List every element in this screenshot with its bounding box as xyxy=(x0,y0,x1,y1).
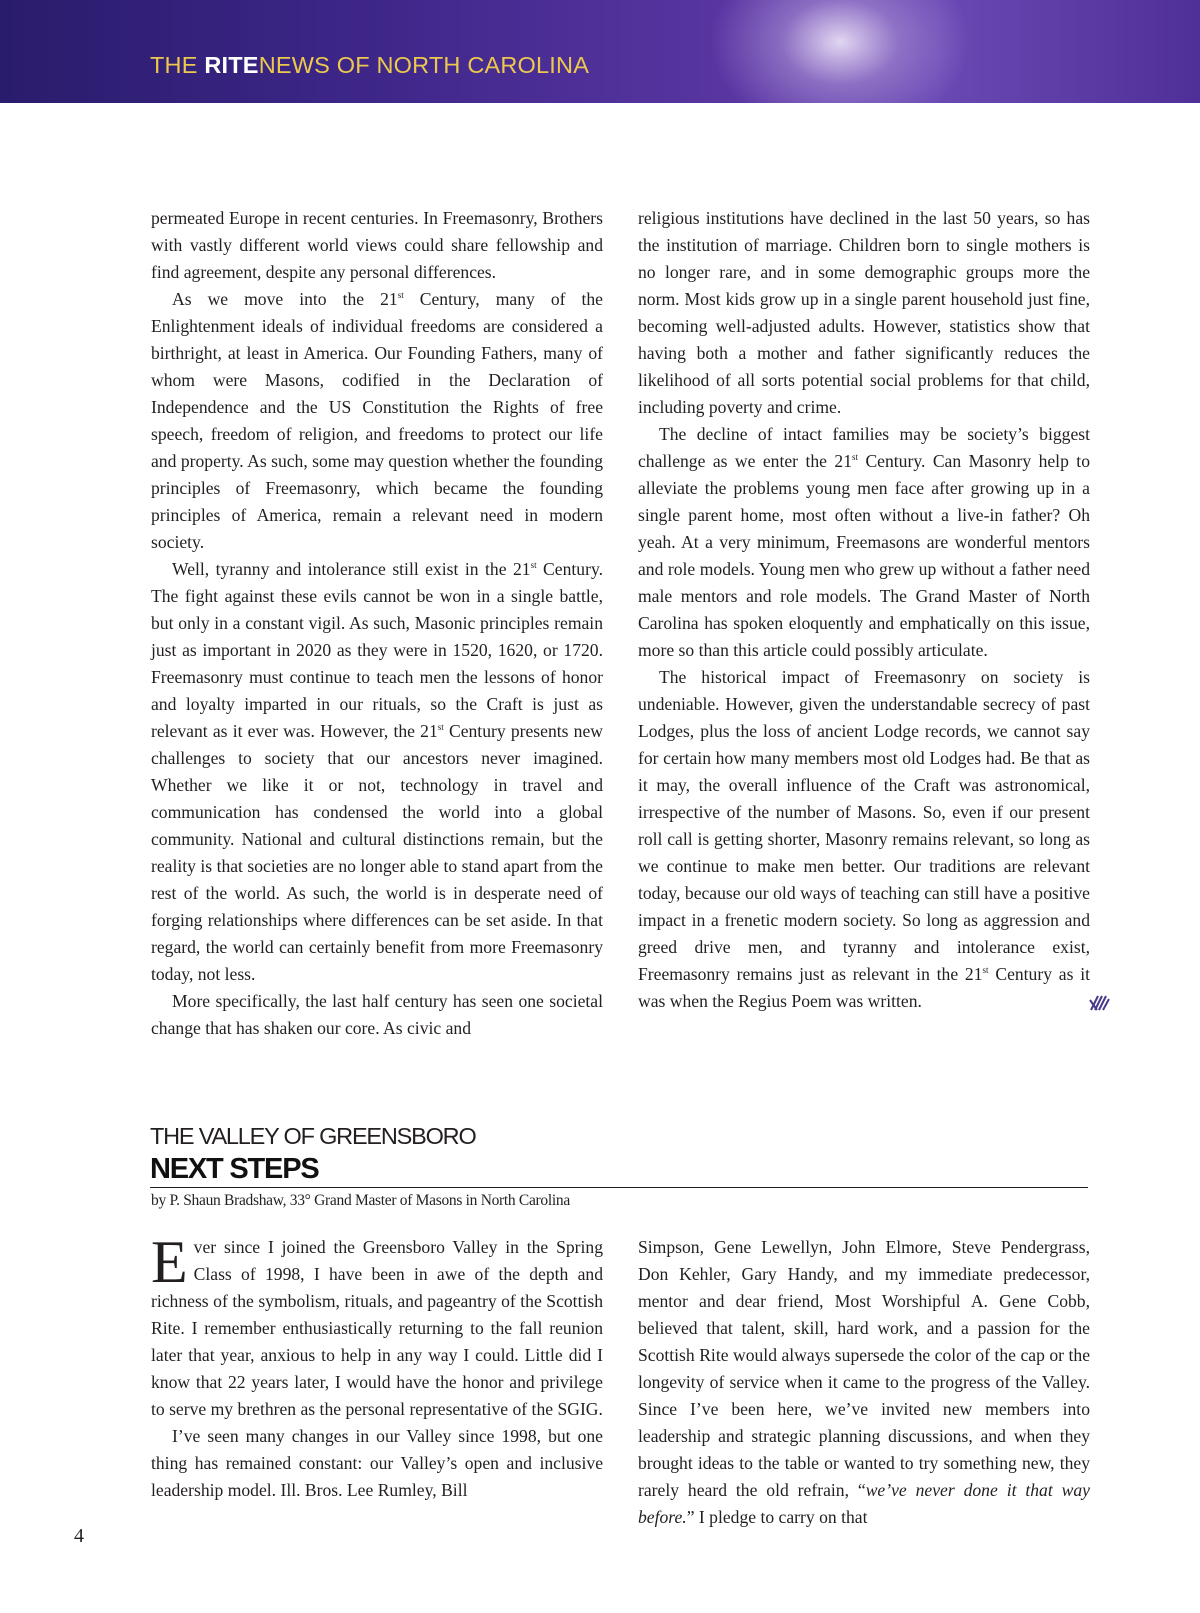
article2-column-right xyxy=(638,1234,1090,1531)
byline: by P. Shaun Bradshaw, 33° Grand Master of Masons in North Carolina xyxy=(151,1192,570,1209)
paragraph: Well, tyranny and intolerance still exist in the 21st Century. The fight against these evils cannot be won in a single battle, but only in a constant vigil. As such, Masonic principles remain just as important in 2020 as they were in 1520, 1620, or 1720. Freemasonry must continue to teach men the lessons of honor and loyalty imparted in our rituals, so the Craft is just as relevant as it ever was. However, the 21st Century presents new challenges to society that our ancestors never imagined. Whether we like it or not, technology in travel and communication has condensed the world into a global community. National and cultural distinctions remain, but the reality is that societies are no longer able to stand apart from the rest of the world. As such, the world is in desperate need of forging relationships where differences can be set aside. In that regard, the world can certainly benefit from more Freemasonry today, not less. xyxy=(151,559,603,984)
paragraph: More specifically, the last half century has seen one societal change that has shaken our core. As civic and xyxy=(151,991,603,1038)
drop-cap: E xyxy=(151,1229,188,1295)
header-banner xyxy=(0,0,1200,103)
paragraph: As we move into the 21st Century, many of the Enlightenment ideals of individual freedoms are considered a birthright, at least in America. Our Founding Fathers, many of whom were Masons, codified in the Declaration of Independence and the US Constitution the Rights of free speech, freedom of religion, and freedoms to protect our life and property. As such, some may question whether the founding principles of Freemasonry, which became the founding principles of America, remain a relevant need in modern society. xyxy=(151,289,603,552)
section-kicker: THE VALLEY OF GREENSBORO xyxy=(150,1123,476,1149)
title-post: NEWS OF NORTH CAROLINA xyxy=(258,52,590,78)
article1-column-left xyxy=(151,205,603,1042)
title-divider xyxy=(150,1187,1088,1188)
article2-column-left xyxy=(151,1229,603,1504)
page-number: 4 xyxy=(74,1525,84,1547)
scottish-rite-end-mark-icon xyxy=(1068,992,1090,1012)
paragraph: The decline of intact families may be society’s biggest challenge as we enter the 21st Century. Can Masonry help to alleviate the problems young men face after growing up in a single parent home, most often without a live-in father? Oh yeah. At a very minimum, Freemasons are wonderful mentors and role models. Young men who grew up without a father need male mentors and role models. The Grand Master of North Carolina has spoken eloquently and emphatically on this issue, more so than this article could possibly articulate. xyxy=(638,424,1090,660)
paragraph: The historical impact of Freemasonry on society is undeniable. However, given the understandable secrecy of past Lodges, plus the loss of ancient Lodge records, we cannot say for certain how many members most old Lodges had. Be that as it may, the overall influence of the Craft was astronomical, irrespective of the number of Masons. So, even if our present roll call is getting shorter, Masonry remains relevant, so long as we continue to make men better. Our traditions are relevant today, because our old ways of teaching can still have a positive impact in a frenetic modern society. So long as aggression and greed drive men, and tyranny and intolerance exist, Freemasonry remains just as relevant in the 21st Century as it was when the Regius Poem was written. xyxy=(638,664,1090,1015)
paragraph: religious institutions have declined in the last 50 years, so has the institution of marriage. Children born to single mothers is no longer rare, and in some demographic groups more the norm. Most kids grow up in a single parent household just fine, becoming well-adjusted adults. However, statistics show that having both a mother and father significantly reduces the likelihood of all sorts potential social problems for that child, including poverty and crime. xyxy=(638,208,1090,417)
paragraph: Ever since I joined the Greensboro Valley in the Spring Class of 1998, I have been in awe of the depth and richness of the symbolism, rituals, and pageantry of the Scottish Rite. I remember enthusiastically returning to the fall reunion later that year, anxious to help in any way I could. Little did I know that 22 years later, I would have the honor and privilege to serve my brethren as the personal representative of the SGIG. xyxy=(151,1229,603,1419)
paragraph: I’ve seen many changes in our Valley since 1998, but one thing has remained constant: our Valley’s open and inclusive leadership model. Ill. Bros. Lee Rumley, Bill xyxy=(151,1426,603,1500)
title-pre: THE xyxy=(150,52,205,78)
publication-title xyxy=(150,52,589,79)
title-rite: RITE xyxy=(204,52,259,78)
article1-column-right xyxy=(638,205,1090,1015)
article-title: NEXT STEPS xyxy=(150,1153,319,1185)
paragraph: permeated Europe in recent centuries. In Freemasonry, Brothers with vastly different world views could share fellowship and find agreement, despite any personal differences. xyxy=(151,208,603,282)
paragraph: Simpson, Gene Lewellyn, John Elmore, Steve Pendergrass, Don Kehler, Gary Handy, and my immediate predecessor, mentor and dear friend, Most Worshipful A. Gene Cobb, believed that talent, skill, hard work, and a passion for the Scottish Rite would always supersede the color of the cap or the longevity of service when it came to the progress of the Valley. Since I’ve been here, we’ve invited new members into leadership and strategic planning discussions, and when they brought ideas to the table or wanted to try something new, they rarely heard the old refrain, “we’ve never done it that way before.” I pledge to carry on that xyxy=(638,1237,1090,1527)
